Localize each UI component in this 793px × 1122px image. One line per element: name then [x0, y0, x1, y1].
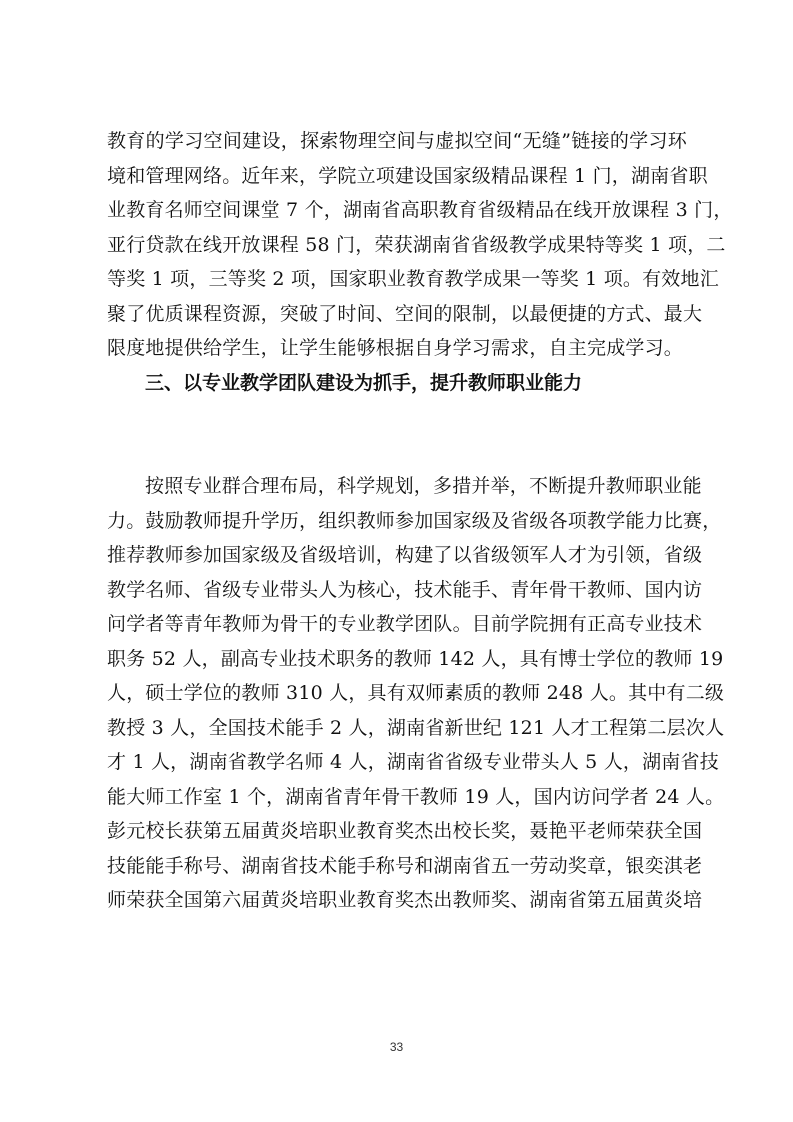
page-number: 33	[389, 1040, 404, 1054]
paragraph-line: 才 1 人，湖南省教学名师 4 人，湖南省省级专业带头人 5 人，湖南省技	[107, 751, 719, 773]
paragraph-line: 教学名师、省级专业带头人为核心，技术能手、青年骨干教师、国内访	[107, 578, 703, 601]
paragraph-line: 问学者等青年教师为骨干的专业教学团队。目前学院拥有正高专业技术	[107, 613, 703, 635]
paragraph-1	[107, 124, 733, 400]
paragraph-line: 等奖 1 项，三等奖 2 项，国家职业教育教学成果一等奖 1 项。有效地汇	[107, 268, 719, 290]
paragraph-line: 亚行贷款在线开放课程 58 门，荣获湖南省省级教学成果特等奖 1 项，二	[107, 233, 726, 256]
paragraph-line: 境和管理网络。近年来，学院立项建设国家级精品课程 1 门，湖南省职	[107, 164, 708, 187]
paragraph-2	[107, 469, 725, 918]
paragraph-line: 能大师工作室 1 个，湖南省青年骨干教师 19 人，国内访问学者 24 人。	[107, 785, 725, 808]
paragraph-line: 教授 3 人，全国技术能手 2 人，湖南省新世纪 121 人才工程第二层次人	[107, 716, 725, 739]
paragraph-line: 职务 52 人，副高专业技术职务的教师 142 人，具有博士学位的教师 19	[107, 647, 724, 670]
paragraph-line: 限度地提供给学生，让学生能够根据自身学习需求，自主完成学习。	[107, 337, 684, 359]
paragraph-line: 师荣获全国第六届黄炎培职业教育奖杰出教师奖、湖南省第五届黄炎培	[107, 889, 703, 911]
paragraph-line: 教育的学习空间建设，探索物理空间与虚拟空间“无缝”链接的学习环	[107, 130, 687, 152]
paragraph-line: 彭元校长获第五届黄炎培职业教育奖杰出校长奖，聂艳平老师荣获全国	[107, 820, 703, 842]
section-heading: 三、以专业教学团队建设为抓手，提升教师职业能力	[145, 371, 583, 394]
paragraph-line: 聚了优质课程资源，突破了时间、空间的限制，以最便捷的方式、最大	[107, 302, 703, 325]
paragraph-line: 技能能手称号、湖南省技术能手称号和湖南省五一劳动奖章，银奕淇老	[107, 854, 703, 877]
paragraph-line: 按照专业群合理布局，科学规划，多措并举，不断提升教师职业能	[145, 475, 702, 497]
paragraph-line: 业教育名师空间课堂 7 个，湖南省高职教育省级精品在线开放课程 3 门，	[107, 199, 733, 221]
paragraph-line: 力。鼓励教师提升学历，组织教师参加国家级及省级各项教学能力比赛，	[107, 509, 722, 532]
paragraph-line: 人，硕士学位的教师 310 人，具有双师素质的教师 248 人。其中有二级	[107, 682, 725, 704]
paragraph-line: 推荐教师参加国家级及省级培训，构建了以省级领军人才为引领，省级	[107, 544, 703, 566]
